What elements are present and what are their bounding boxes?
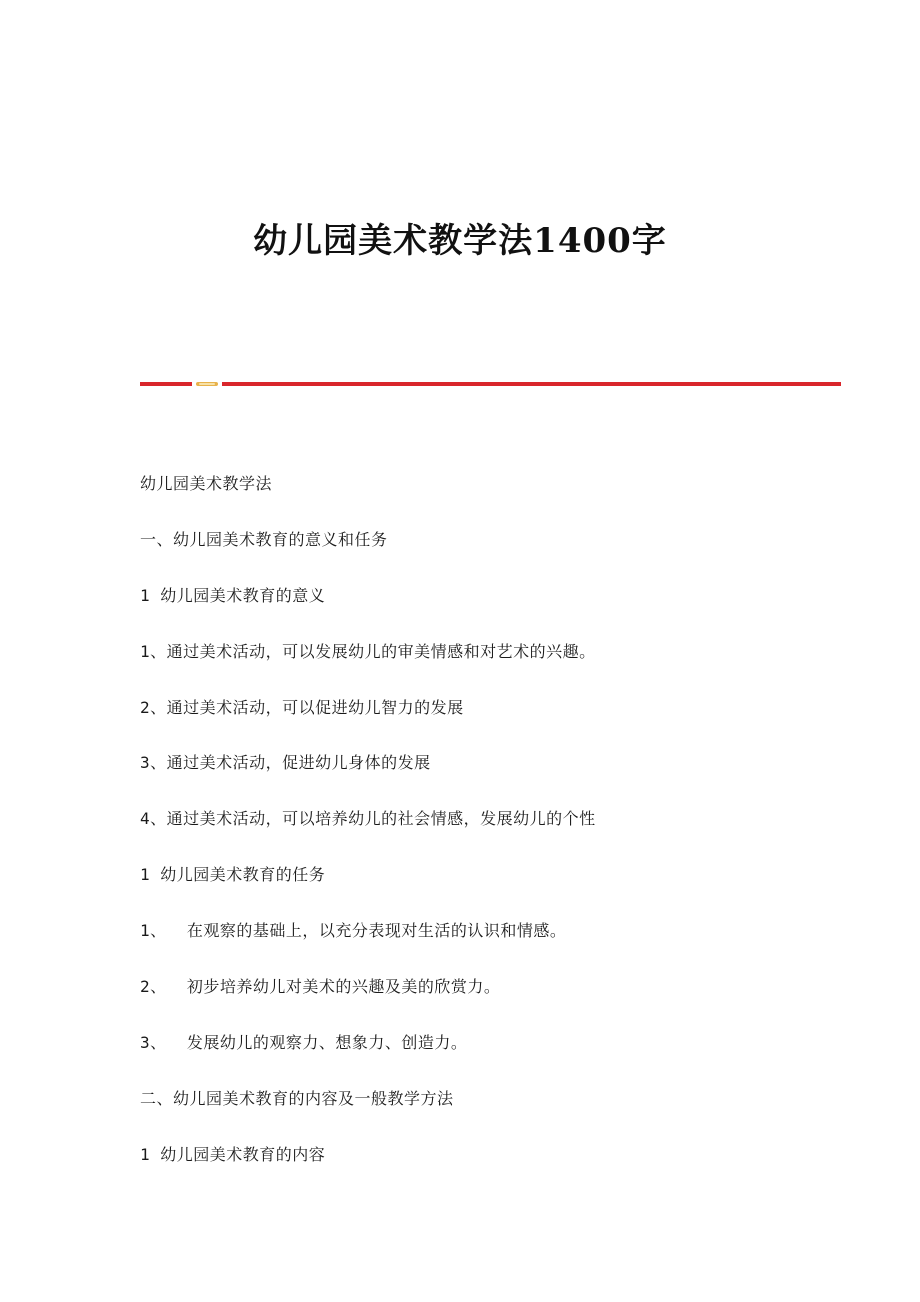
body-line: 1、通过美术活动，可以发展幼儿的审美情感和对艺术的兴趣。 [140, 641, 596, 661]
body-line: 1、 在观察的基础上，以充分表现对生活的认识和情感。 [140, 921, 567, 941]
body-line: 4、通过美术活动，可以培养幼儿的社会情感，发展幼儿的个性 [140, 809, 596, 829]
body-line: 一、幼儿园美术教育的意义和任务 [140, 529, 388, 549]
document-title: 幼儿园美术教学法1400字 [253, 221, 667, 261]
document-body [140, 470, 840, 1197]
body-line: 2、 初步培养幼儿对美术的兴趣及美的欣赏力。 [140, 977, 501, 997]
divider-bar-left [140, 382, 192, 386]
body-line: 1 幼儿园美术教育的内容 [140, 1144, 326, 1164]
body-line: 幼儿园美术教学法 [140, 474, 273, 493]
divider-ornament-icon [196, 381, 218, 387]
divider-bar-right [222, 382, 841, 386]
body-line: 3、通过美术活动，促进幼儿身体的发展 [140, 753, 431, 773]
title-divider [140, 380, 841, 390]
body-line: 2、通过美术活动，可以促进幼儿智力的发展 [140, 697, 464, 717]
body-line: 3、 发展幼儿的观察力、想象力、创造力。 [140, 1032, 468, 1052]
body-line: 二、幼儿园美术教育的内容及一般教学方法 [140, 1088, 454, 1108]
body-line: 1 幼儿园美术教育的意义 [140, 585, 326, 605]
body-line: 1 幼儿园美术教育的任务 [140, 865, 326, 885]
